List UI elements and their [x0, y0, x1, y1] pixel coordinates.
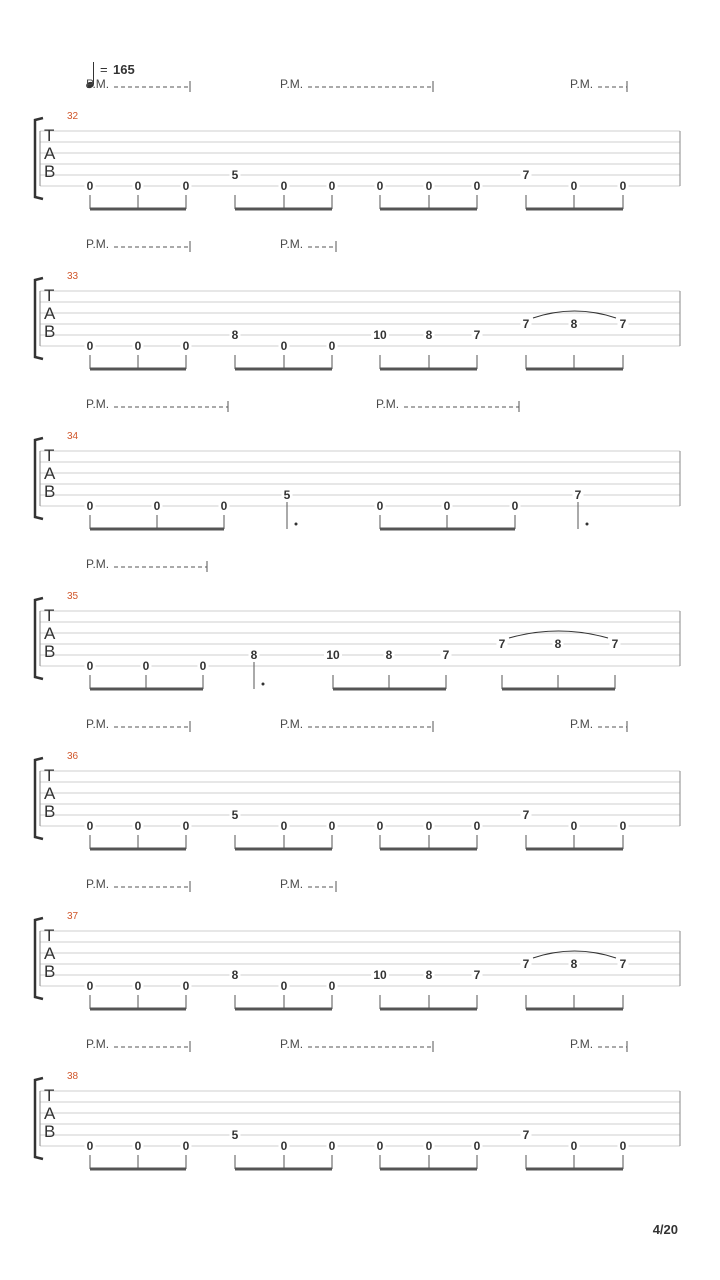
system-bracket	[35, 1078, 43, 1159]
tab-letter: B	[44, 322, 56, 341]
fret-number: 0	[134, 979, 142, 993]
fret-number: 0	[134, 179, 142, 193]
fret-number: 7	[522, 808, 530, 822]
fret-number: 10	[373, 328, 387, 342]
measure-number: 38	[67, 1071, 79, 1082]
tab-letter: A	[44, 624, 56, 643]
fret-number: 8	[385, 648, 393, 662]
fret-number: 10	[326, 648, 340, 662]
tab-letter: B	[44, 642, 56, 661]
measure-number: 32	[67, 111, 79, 122]
fret-number: 0	[280, 1139, 288, 1153]
palm-mute-label: P.M.	[280, 717, 304, 731]
tempo-equals: =	[100, 62, 108, 77]
tempo-value: 165	[113, 62, 135, 77]
fret-number: 0	[280, 979, 288, 993]
fret-number: 8	[425, 328, 433, 342]
tab-system	[35, 1037, 680, 1169]
fret-number: 0	[376, 1139, 384, 1153]
fret-number: 0	[182, 1139, 190, 1153]
fret-number: 0	[473, 819, 481, 833]
system-bracket	[35, 598, 43, 679]
fret-number: 0	[142, 659, 150, 673]
tab-system	[35, 717, 680, 849]
system-bracket	[35, 118, 43, 199]
fret-number: 0	[376, 179, 384, 193]
palm-mute-label: P.M.	[86, 77, 110, 91]
fret-number: 7	[473, 968, 481, 982]
tab-letter: B	[44, 482, 56, 501]
palm-mute-label: P.M.	[86, 397, 110, 411]
fret-number: 0	[473, 1139, 481, 1153]
fret-number: 0	[425, 179, 433, 193]
tab-system	[35, 77, 680, 209]
fret-number: 0	[619, 179, 627, 193]
fret-number: 0	[619, 819, 627, 833]
tab-letter: A	[44, 144, 56, 163]
palm-mute-label: P.M.	[570, 717, 594, 731]
tab-letter: A	[44, 304, 56, 323]
fret-number: 8	[425, 968, 433, 982]
fret-number: 8	[554, 637, 562, 651]
fret-number: 0	[199, 659, 207, 673]
fret-number: 7	[522, 1128, 530, 1142]
measure-number: 33	[67, 271, 79, 282]
fret-number: 0	[328, 1139, 336, 1153]
measure-number: 36	[67, 751, 79, 762]
fret-number: 0	[86, 1139, 94, 1153]
fret-number: 0	[570, 179, 578, 193]
fret-number: 5	[231, 1128, 239, 1142]
tab-letter: T	[44, 286, 55, 305]
fret-number: 8	[570, 957, 578, 971]
fret-number: 0	[86, 339, 94, 353]
palm-mute-label: P.M.	[280, 77, 304, 91]
fret-number: 0	[328, 179, 336, 193]
tab-system	[35, 877, 680, 1009]
tab-letter: B	[44, 802, 56, 821]
fret-number: 0	[153, 499, 161, 513]
tab-letter: B	[44, 162, 56, 181]
palm-mute-label: P.M.	[86, 877, 110, 891]
fret-number: 7	[619, 957, 627, 971]
fret-number: 0	[376, 499, 384, 513]
fret-number: 0	[134, 819, 142, 833]
palm-mute-label: P.M.	[86, 1037, 110, 1051]
tab-letter: A	[44, 1104, 56, 1123]
fret-number: 5	[231, 168, 239, 182]
fret-number: 7	[473, 328, 481, 342]
fret-number: 7	[611, 637, 619, 651]
palm-mute-label: P.M.	[280, 237, 304, 251]
fret-number: 7	[522, 168, 530, 182]
dotted-duration	[262, 683, 265, 686]
tab-system	[35, 237, 680, 369]
system-bracket	[35, 278, 43, 359]
fret-number: 0	[182, 979, 190, 993]
fret-number: 5	[231, 808, 239, 822]
fret-number: 7	[522, 957, 530, 971]
tab-system	[35, 397, 680, 529]
fret-number: 5	[283, 488, 291, 502]
system-bracket	[35, 758, 43, 839]
fret-number: 0	[280, 339, 288, 353]
palm-mute-label: P.M.	[86, 557, 110, 571]
fret-number: 8	[231, 328, 239, 342]
fret-number: 0	[86, 979, 94, 993]
measure-number: 35	[67, 591, 79, 602]
fret-number: 8	[231, 968, 239, 982]
fret-number: 0	[86, 499, 94, 513]
palm-mute-label: P.M.	[376, 397, 400, 411]
palm-mute-label: P.M.	[86, 717, 110, 731]
system-bracket	[35, 918, 43, 999]
fret-number: 0	[280, 179, 288, 193]
fret-number: 0	[425, 819, 433, 833]
fret-number: 0	[570, 819, 578, 833]
tab-letter: A	[44, 464, 56, 483]
palm-mute-label: P.M.	[86, 237, 110, 251]
tab-letter: A	[44, 944, 56, 963]
fret-number: 0	[86, 659, 94, 673]
fret-number: 0	[86, 179, 94, 193]
fret-number: 0	[182, 339, 190, 353]
measure-number: 37	[67, 911, 79, 922]
measure-number: 34	[67, 431, 79, 442]
palm-mute-label: P.M.	[570, 1037, 594, 1051]
fret-number: 0	[134, 1139, 142, 1153]
fret-number: 0	[220, 499, 228, 513]
page-number: 4/20	[652, 1222, 678, 1237]
palm-mute-label: P.M.	[570, 77, 594, 91]
tab-letter: B	[44, 1122, 56, 1141]
fret-number: 0	[328, 339, 336, 353]
fret-number: 0	[376, 819, 384, 833]
tab-letter: T	[44, 1086, 55, 1105]
dotted-duration	[295, 523, 298, 526]
tab-letter: A	[44, 784, 56, 803]
fret-number: 0	[425, 1139, 433, 1153]
tab-letter: T	[44, 766, 55, 785]
fret-number: 7	[498, 637, 506, 651]
fret-number: 0	[86, 819, 94, 833]
tab-letter: T	[44, 126, 55, 145]
palm-mute-label: P.M.	[280, 877, 304, 891]
tab-letter: T	[44, 926, 55, 945]
fret-number: 7	[574, 488, 582, 502]
tab-letter: T	[44, 606, 55, 625]
fret-number: 7	[619, 317, 627, 331]
tab-letter: B	[44, 962, 56, 981]
dotted-duration	[586, 523, 589, 526]
fret-number: 8	[250, 648, 258, 662]
fret-number: 7	[522, 317, 530, 331]
fret-number: 0	[182, 179, 190, 193]
tab-system	[35, 557, 680, 689]
fret-number: 0	[570, 1139, 578, 1153]
fret-number: 10	[373, 968, 387, 982]
fret-number: 0	[134, 339, 142, 353]
fret-number: 0	[328, 979, 336, 993]
fret-number: 0	[328, 819, 336, 833]
system-bracket	[35, 438, 43, 519]
fret-number: 8	[570, 317, 578, 331]
systems	[35, 77, 680, 1169]
fret-number: 0	[182, 819, 190, 833]
fret-number: 0	[511, 499, 519, 513]
palm-mute-label: P.M.	[280, 1037, 304, 1051]
fret-number: 0	[473, 179, 481, 193]
fret-number: 0	[443, 499, 451, 513]
tab-letter: T	[44, 446, 55, 465]
fret-number: 7	[442, 648, 450, 662]
fret-number: 0	[280, 819, 288, 833]
fret-number: 0	[619, 1139, 627, 1153]
